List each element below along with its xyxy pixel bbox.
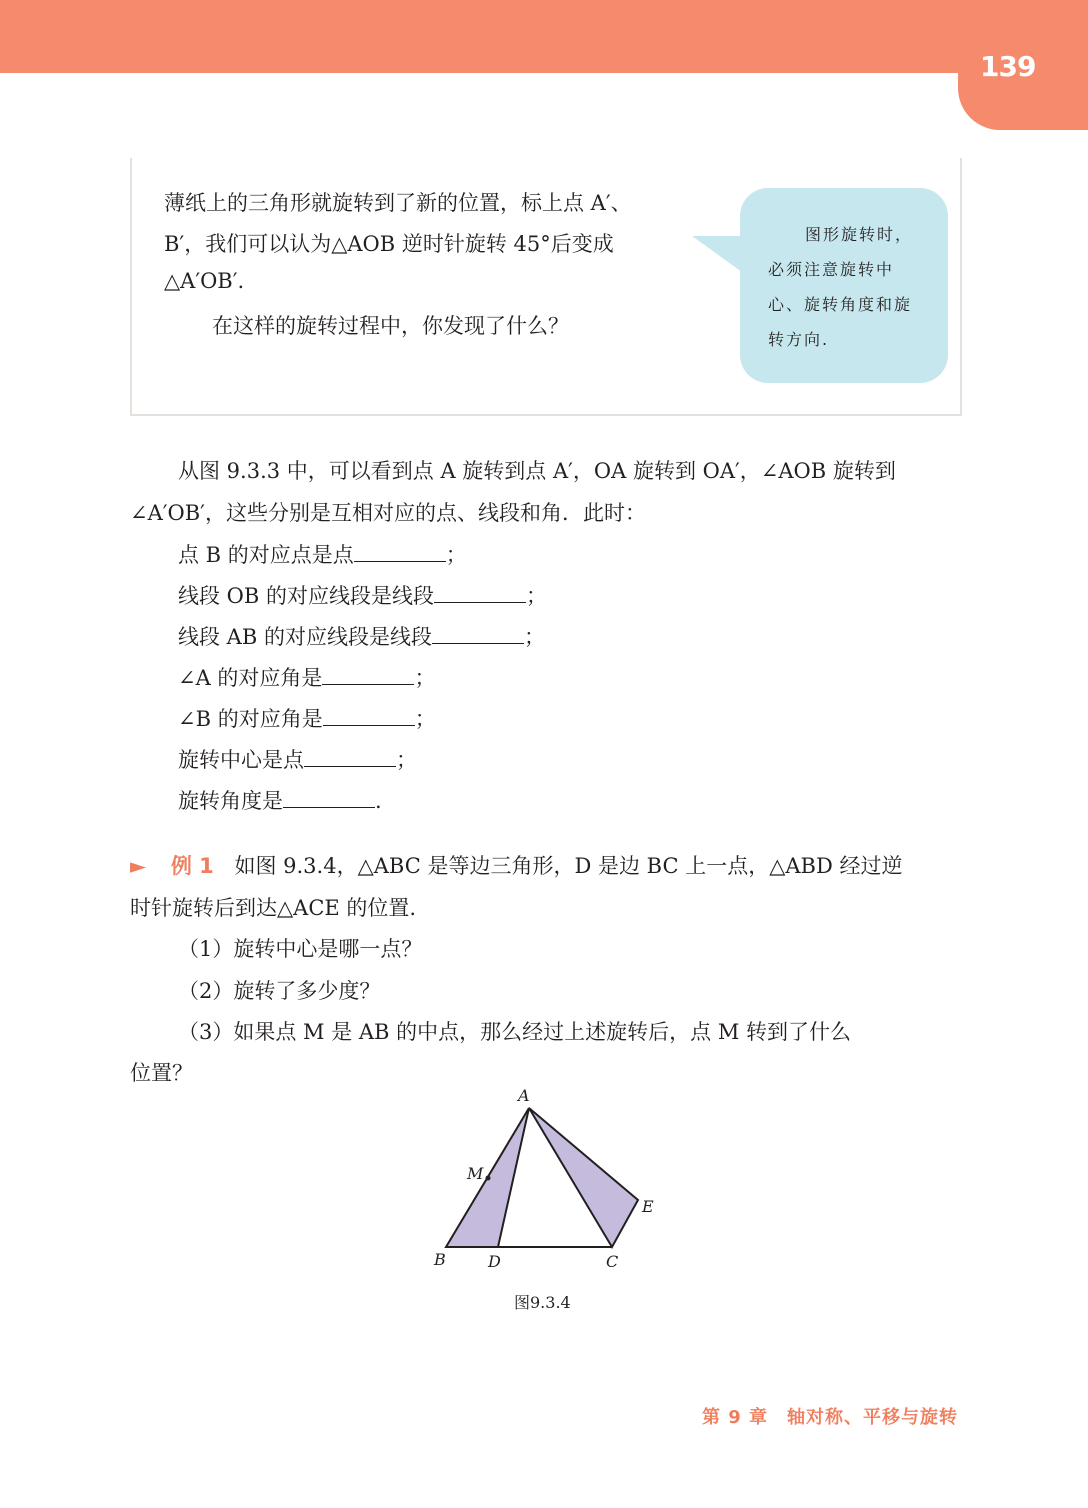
example-label: 例 1 xyxy=(170,854,214,878)
label-a: A xyxy=(518,1086,530,1105)
question-3-tail: 位置？ xyxy=(130,1061,193,1085)
fill-in-punct: ； xyxy=(526,584,547,608)
label-m: M xyxy=(467,1164,484,1183)
fill-in-punct: . xyxy=(375,789,382,813)
activity-line: B′，我们可以认为△AOB 逆时针旋转 45°后变成 xyxy=(164,232,614,256)
activity-line: 在这样的旋转过程中，你发现了什么？ xyxy=(212,314,569,338)
fill-in-prompt: 旋转中心是点 xyxy=(178,748,304,772)
figure-caption: 图9.3.4 xyxy=(514,1293,571,1312)
question-2: （2）旋转了多少度？ xyxy=(178,979,381,1003)
activity-line: 薄纸上的三角形就旋转到了新的位置，标上点 A′、 xyxy=(164,191,632,215)
example-line: 时针旋转后到达△ACE 的位置. xyxy=(130,896,417,920)
page-number: 139 xyxy=(980,50,1036,83)
tip-line: 图形旋转时， xyxy=(805,225,914,244)
fill-in-prompt: 旋转角度是 xyxy=(178,789,283,813)
fill-in-prompt: 点 B 的对应点是点 xyxy=(178,543,354,567)
fill-in-punct: ； xyxy=(414,666,436,690)
label-d: D xyxy=(488,1252,501,1271)
chapter-footer: 第 9 章 轴对称、平移与旋转 xyxy=(701,1407,958,1428)
question-3: （3）如果点 M 是 AB 的中点，那么经过上述旋转后，点 M 转到了什么 xyxy=(178,1020,852,1044)
activity-line: △A′OB′. xyxy=(164,269,245,293)
body-line: ∠A′OB′，这些分别是互相对应的点、线段和角．此时： xyxy=(130,501,646,525)
fill-in-prompt: 线段 OB 的对应线段是线段 xyxy=(178,584,434,608)
tip-line: 转方向. xyxy=(768,330,830,349)
fill-in-punct: ； xyxy=(414,707,436,731)
fill-in-prompt: 线段 AB 的对应线段是线段 xyxy=(178,625,432,649)
tip-line: 必须注意旋转中 xyxy=(768,260,895,279)
triangle-ace xyxy=(529,1108,638,1247)
fill-in-punct: ； xyxy=(523,625,545,649)
point-m xyxy=(486,1176,491,1181)
fill-in-punct: ； xyxy=(445,543,467,567)
fill-in-prompt: ∠B 的对应角是 xyxy=(178,707,323,731)
fill-in-prompt: ∠A 的对应角是 xyxy=(178,666,323,690)
tip-line: 心、旋转角度和旋 xyxy=(768,295,913,314)
play-arrow-icon: ► xyxy=(130,854,147,878)
example-text: 如图 9.3.4，△ABC 是等边三角形，D 是边 BC 上一点，△ABD 经过逆 xyxy=(234,854,903,878)
label-e: E xyxy=(642,1197,654,1216)
body-line: 从图 9.3.3 中，可以看到点 A 旋转到点 A′，OA 旋转到 OA′，∠AOB 旋转到 xyxy=(178,459,896,483)
label-c: C xyxy=(606,1252,619,1271)
label-b: B xyxy=(434,1250,446,1269)
fill-in-punct: ； xyxy=(396,748,417,772)
question-1: （1）旋转中心是哪一点？ xyxy=(178,937,423,961)
